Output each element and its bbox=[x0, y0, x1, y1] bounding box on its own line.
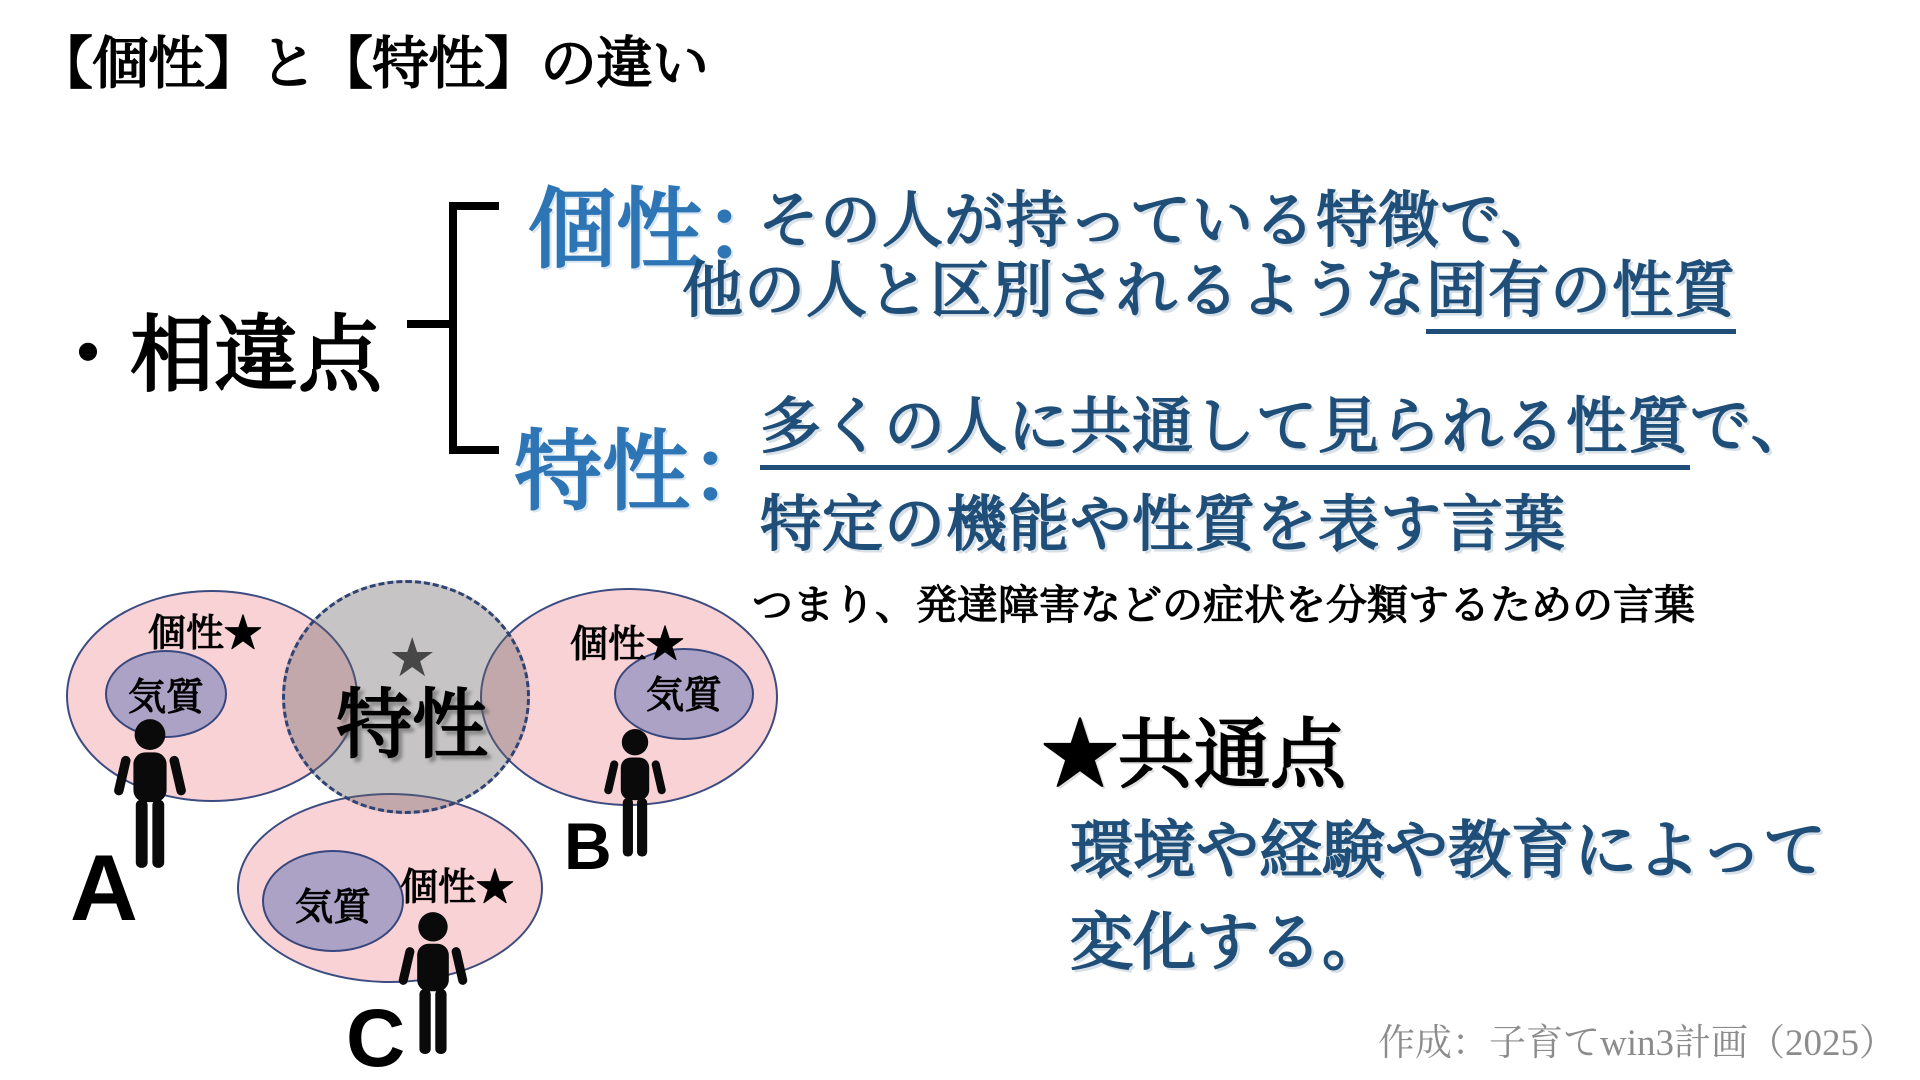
common-point-line1: 環境や経験や教育によって bbox=[1070, 816, 1826, 886]
common-point-heading: ★共通点 bbox=[1042, 713, 1346, 798]
kosei-star-label-c: 個性★ bbox=[400, 867, 515, 909]
difference-label: ・相違点 bbox=[46, 308, 383, 402]
bracket-connector bbox=[407, 320, 449, 328]
kosei-line2-plain: 他の人と区別されるような bbox=[682, 256, 1427, 324]
kosei-term-label: 個性： bbox=[528, 180, 793, 279]
temperament-label-c: 気質 bbox=[295, 887, 372, 929]
kosei-line2-underlined: 固有の性質 bbox=[1426, 256, 1736, 334]
person-label-a: A bbox=[70, 835, 138, 940]
star-icon: ★ bbox=[388, 628, 437, 688]
common-point-line2: 変化する。 bbox=[1070, 908, 1385, 978]
venn-tokusei-label: 特性 bbox=[336, 683, 488, 768]
tokusei-definition-line2: 特定の機能や性質を表す言葉 bbox=[760, 490, 1567, 558]
bracket-top-arm bbox=[449, 202, 499, 210]
tokusei-note: つまり、発達障害などの症状を分類するための言葉 bbox=[752, 582, 1695, 628]
credit-text: 作成：子育てwin3計画（2025） bbox=[1378, 1023, 1896, 1064]
temperament-label-a: 気質 bbox=[128, 677, 205, 719]
kosei-definition-line2 bbox=[682, 242, 1736, 329]
tokusei-line1-plain: で、 bbox=[1690, 392, 1813, 460]
kosei-definition-line1: その人が持っている特徴で、 bbox=[758, 186, 1563, 254]
kosei-star-label-b: 個性★ bbox=[570, 624, 685, 666]
tokusei-line1-underlined: 多くの人に共通して見られる性質 bbox=[760, 392, 1690, 470]
tokusei-definition-line1 bbox=[760, 378, 1813, 465]
temperament-label-b: 気質 bbox=[646, 675, 723, 717]
page-title: 【個性】と【特性】の違い bbox=[36, 32, 708, 96]
tokusei-term-label: 特性： bbox=[514, 422, 779, 521]
bracket-bottom-arm bbox=[449, 446, 499, 454]
person-icon-c bbox=[398, 911, 468, 1058]
kosei-star-label-a: 個性★ bbox=[148, 613, 263, 655]
person-icon-b bbox=[603, 728, 667, 860]
person-label-b: B bbox=[564, 809, 612, 883]
person-label-c: C bbox=[346, 993, 406, 1080]
bracket-vertical-line bbox=[449, 202, 457, 454]
